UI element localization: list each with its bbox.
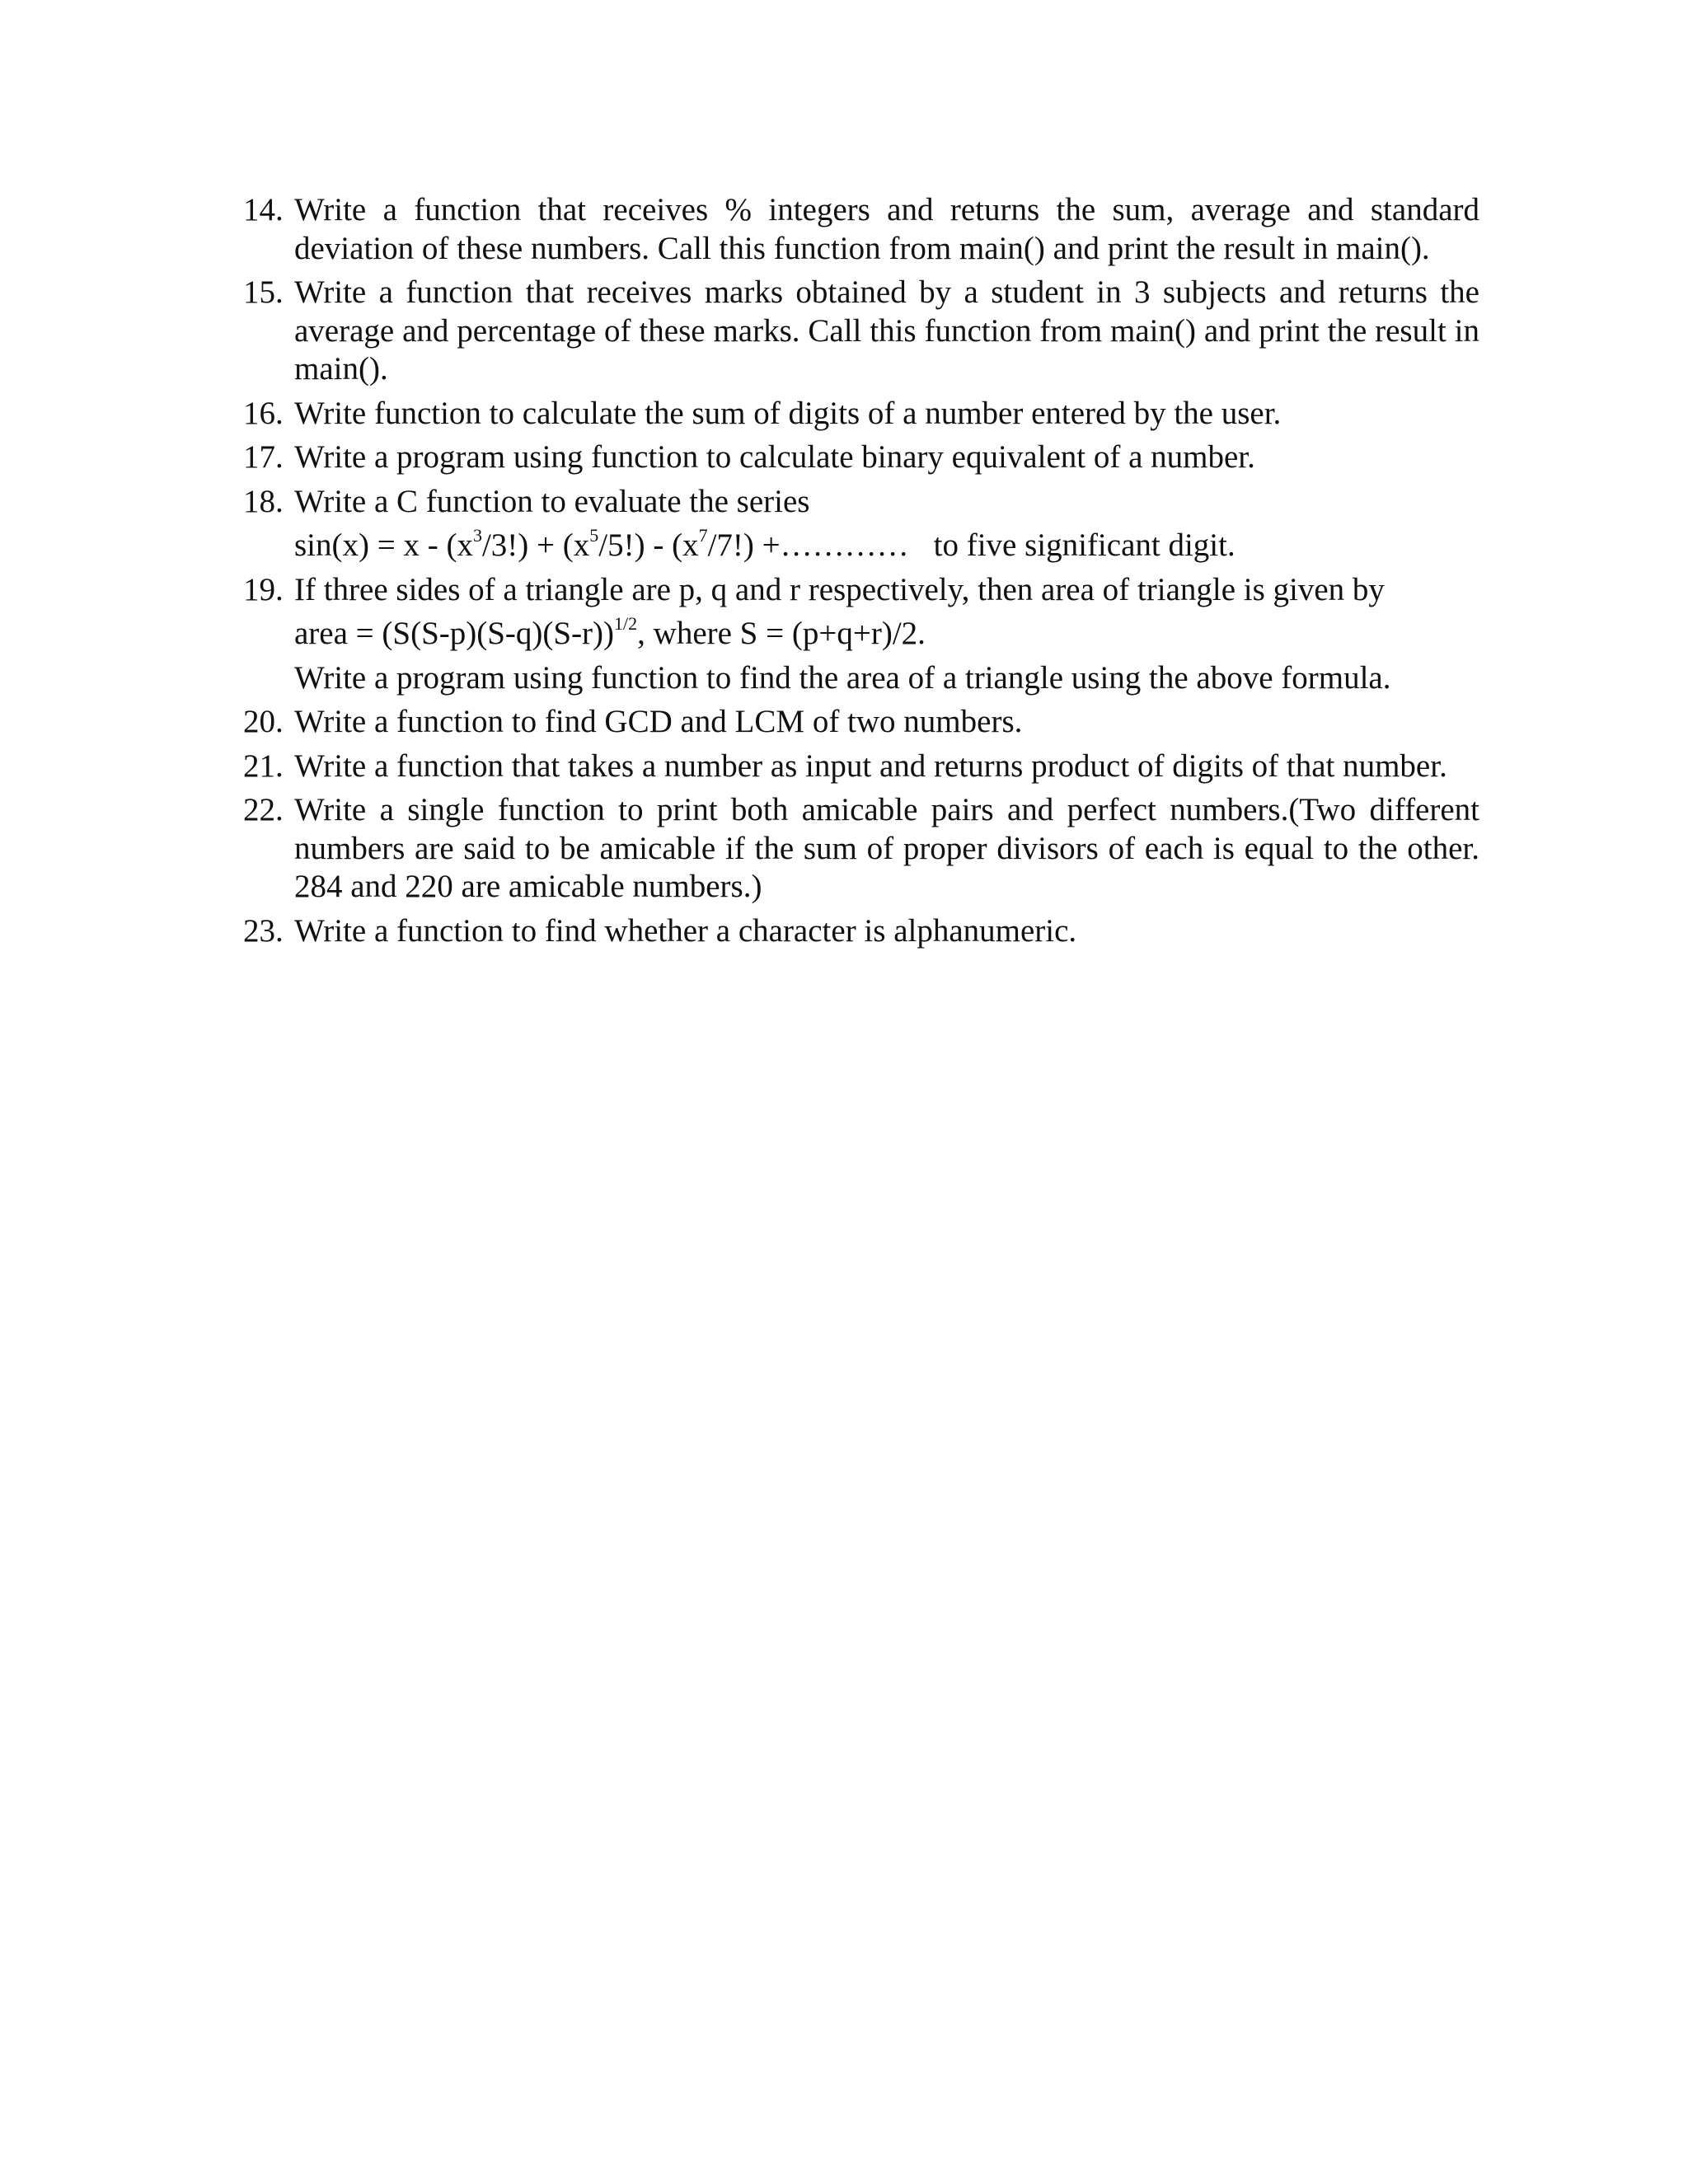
formula-part: sin(x) = x - (x [294,527,473,563]
exercise-number: 19. [243,571,284,607]
formula-suffix: to five significant digit. [933,527,1236,563]
exercise-text: Write a function that takes a number as input and returns product of digits of that number. [294,748,1447,784]
exercise-text: Write a program using function to calculate binary equivalent of a number. [294,439,1255,475]
exercise-number: 14. [243,192,284,227]
formula-exponent: 3 [472,525,482,546]
exercise-text: Write a C function to evaluate the series [294,483,810,519]
exercise-item-19 [243,571,1479,698]
formula-part: /7!) +………… [707,527,909,563]
exercise-item-21 [243,748,1479,786]
heron-area-formula [294,615,1479,654]
formula-part: , where S = (p+q+r)/2. [637,616,926,651]
sine-series-formula [294,527,1479,565]
exercise-text: Write a function to find GCD and LCM of two numbers. [294,704,1023,739]
formula-part: area = (S(S-p)(S-q)(S-r)) [294,616,615,651]
exercise-number: 16. [243,395,284,431]
exercise-text: Write function to calculate the sum of digits of a number entered by the user. [294,395,1282,431]
formula-part: /3!) + (x [481,527,590,563]
exercise-item-22 [243,791,1479,907]
exercise-number: 21. [243,748,284,784]
exercise-number: 23. [243,912,284,949]
exercise-number: 22. [243,792,284,827]
exercise-item-20 [243,703,1479,742]
exercise-number: 18. [243,483,284,519]
exercise-item-23 [243,912,1479,951]
exercise-text: Write a single function to print both amicable pairs and perfect numbers.(Two different numbers are said to be amicable if the sum of proper divisors of each is equal to the other. 284 and 220 are amicable numbers.) [294,792,1479,904]
exercise-item-17 [243,438,1479,477]
exercise-text: If three sides of a triangle are p, q and r respectively, then area of triangle is given by [294,571,1385,607]
exercise-item-18 [243,483,1479,565]
exercise-number: 15. [243,274,284,310]
formula-exponent: 1/2 [614,613,638,634]
exercise-text: Write a function that receives marks obtained by a student in 3 subjects and returns the average and percentage of these marks. Call this function from main() and print the result in main(). [294,274,1479,387]
exercise-text: Write a function to find whether a character is alphanumeric. [294,912,1077,949]
exercise-number: 17. [243,439,284,475]
exercise-list [243,191,1479,956]
formula-exponent: 7 [698,525,708,546]
exercise-text: Write a function that receives % integers and returns the sum, average and standard deviation of these numbers. Call this function from main() and print the result in main(). [294,192,1479,266]
exercise-text-continued: Write a program using function to find the area of a triangle using the above formula. [294,659,1391,696]
formula-exponent: 5 [589,525,599,546]
exercise-item-16 [243,395,1479,434]
formula-part: /5!) - (x [598,527,699,563]
exercise-item-15 [243,274,1479,389]
exercise-number: 20. [243,704,284,739]
exercise-item-14 [243,191,1479,268]
